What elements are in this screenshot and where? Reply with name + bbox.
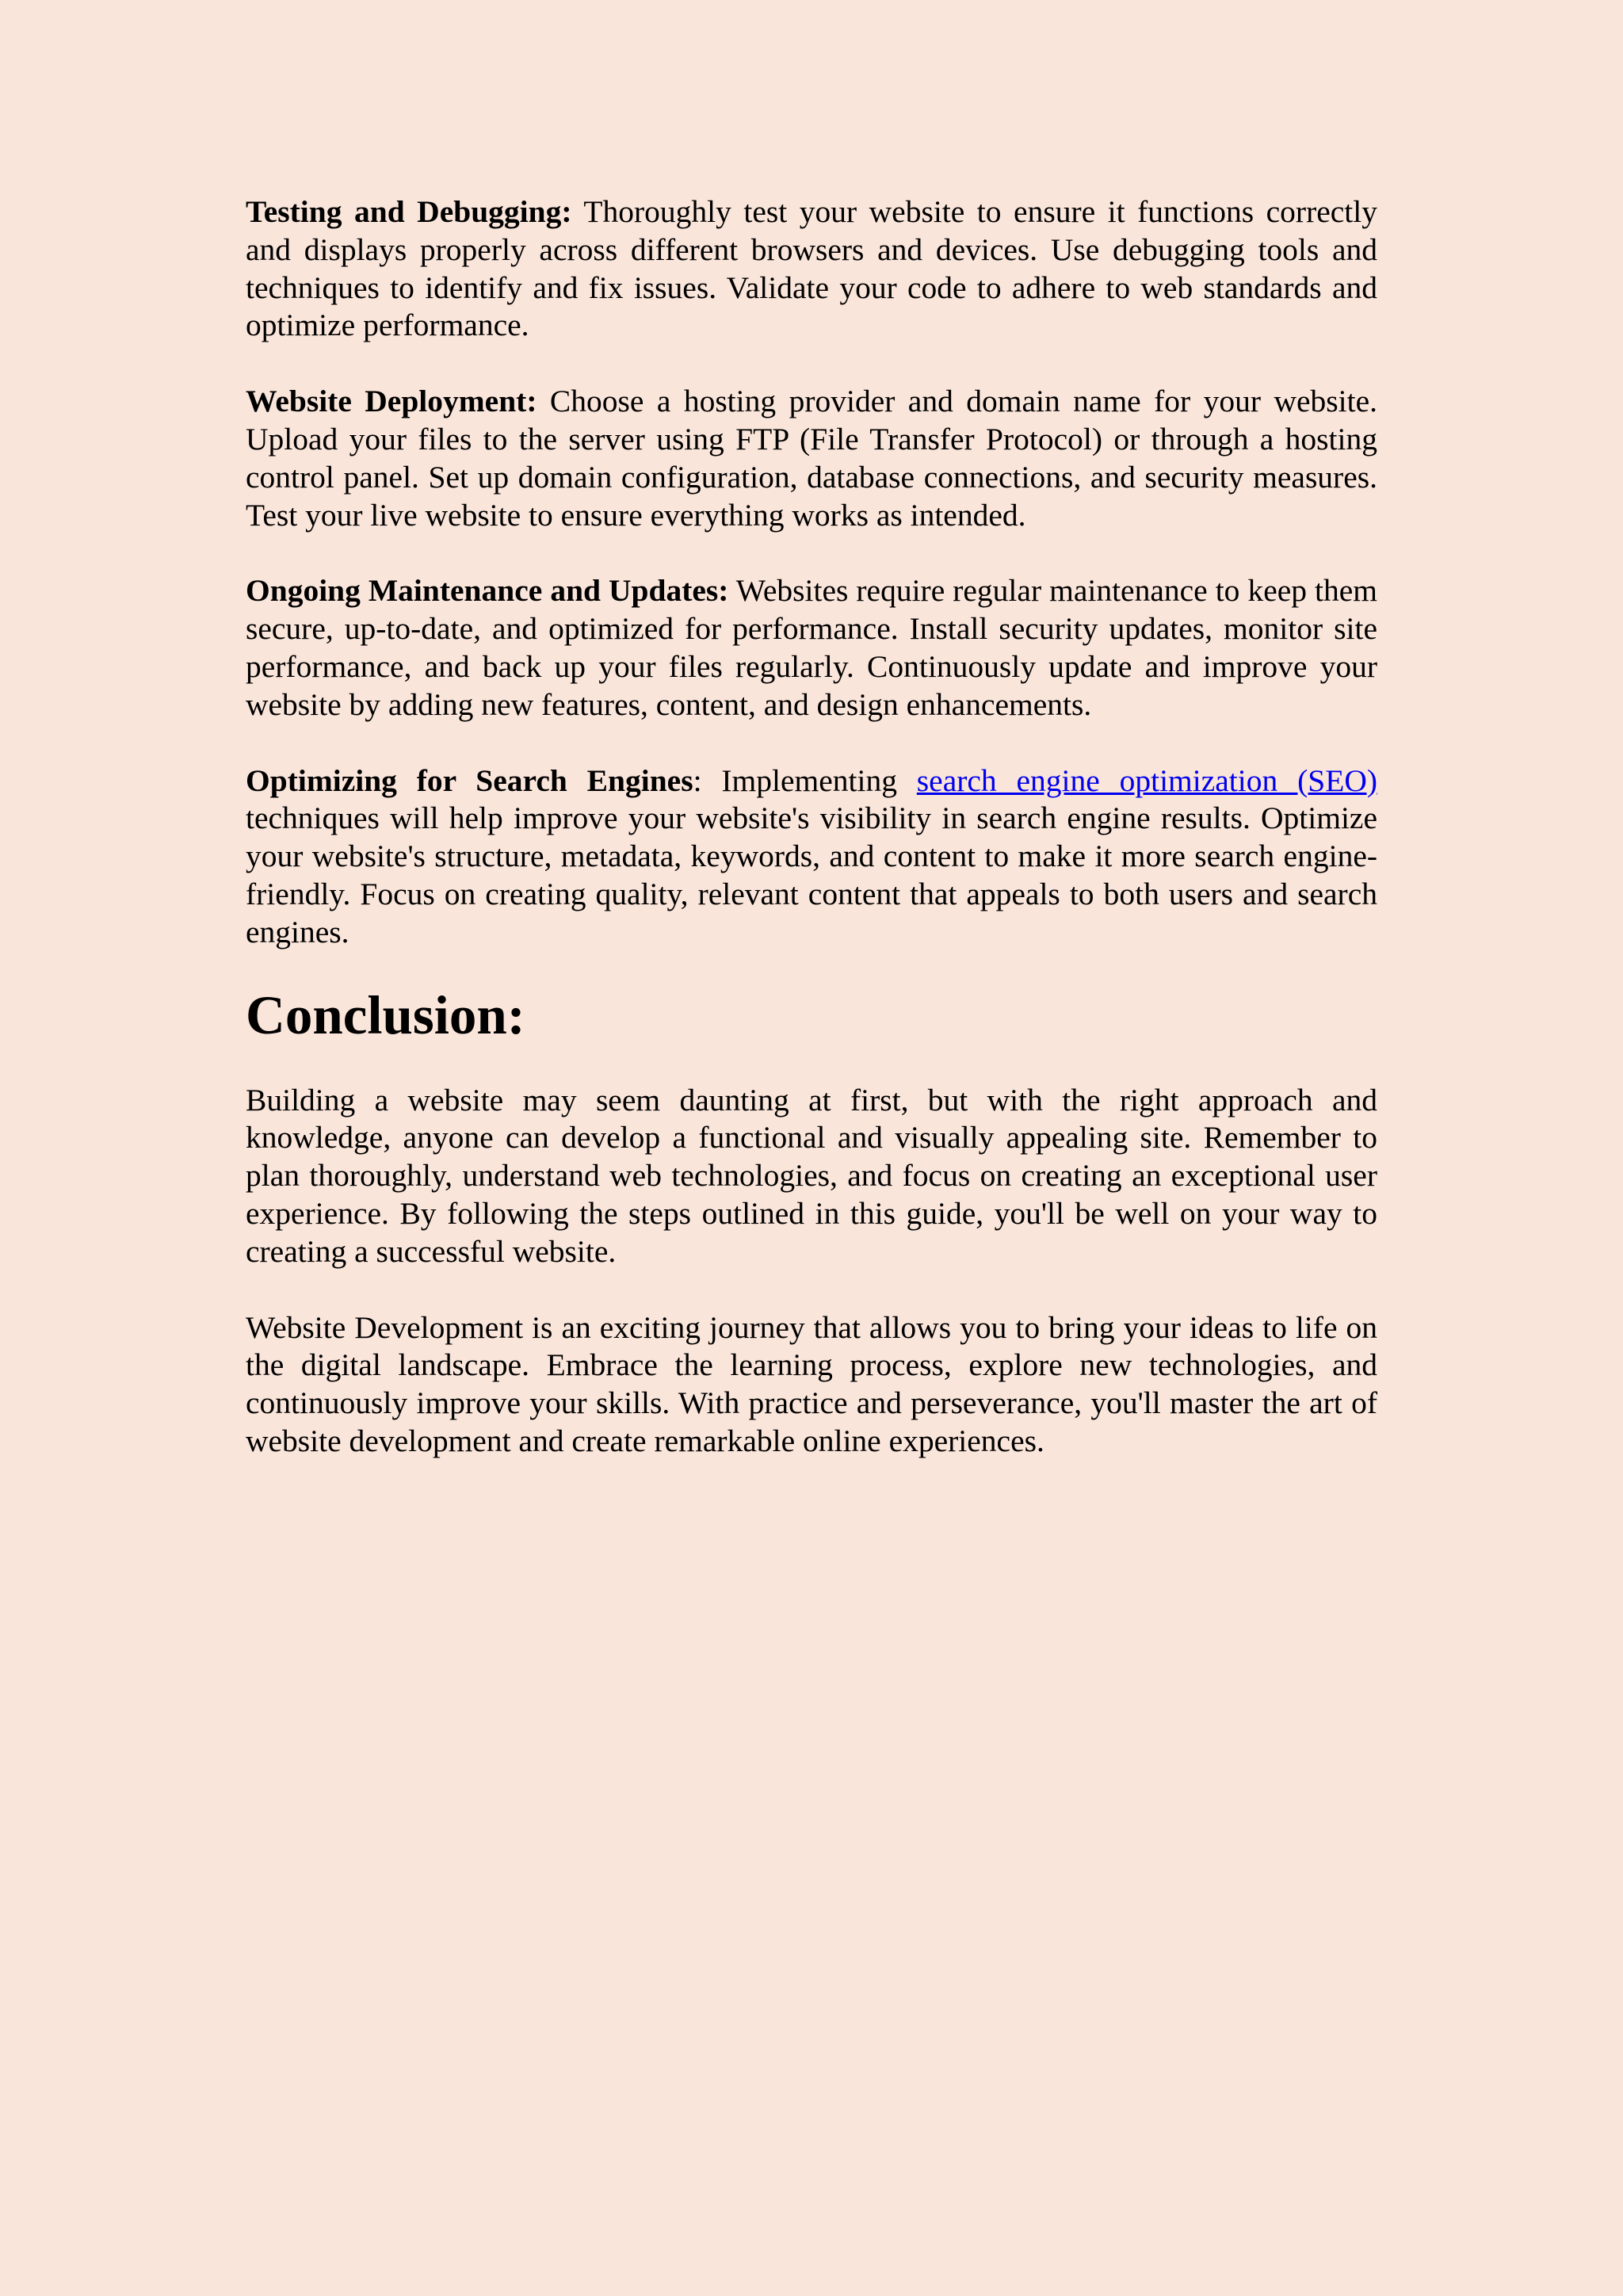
seo-term: Optimizing for Search Engines [246, 762, 693, 798]
seo-link[interactable]: search engine optimization (SEO) [916, 762, 1378, 798]
website-deployment-paragraph [246, 383, 1377, 534]
testing-debugging-paragraph [246, 193, 1377, 345]
conclusion-paragraph-2: Website Development is an exciting journey that allows you to bring your ideas to life on the digital landscape. Embrace the learning process, explore new technologies, and continuously improve your skills. With practice and perseverance, you'll master the art of website development and create remarkable online experiences. [246, 1309, 1377, 1458]
seo-text-before-link: : Implementing [693, 762, 917, 798]
seo-text-after-link: techniques will help improve your website's visibility in search engine results. Optimize your website's structure, metadata, keywords, and content to make it more search engine-friendly. Focus on creating quality, relevant content that appeals to both users and search engines. [246, 800, 1377, 949]
maintenance-text: Websites require regular maintenance to keep them secure, up-to-date, and optimized for performance. Install security updates, monitor site performance, and back up your files regularly. Continuously update and improve your website by adding new features, content, and design enhancements. [246, 573, 1377, 722]
conclusion-paragraph-1: Building a website may seem daunting at first, but with the right approach and knowledge, anyone can develop a functional and visually appealing site. Remember to plan thoroughly, understand web technologies, and focus on creating an exceptional user experience. By following the steps outlined in this guide, you'll be well on your way to creating a successful website. [246, 1082, 1377, 1269]
testing-debugging-text: Thoroughly test your website to ensure it functions correctly and displays properly across different browsers and devices. Use debugging tools and techniques to identify and fix issues. Validate your code to adhere to web standards and optimize performance. [246, 194, 1377, 343]
website-deployment-text: Choose a hosting provider and domain name for your website. Upload your files to the server using FTP (File Transfer Protocol) or through a hosting control panel. Set up domain configuration, database connections, and security measures. Test your live website to ensure everything works as intended. [246, 384, 1377, 533]
document-body [246, 193, 1377, 1499]
testing-debugging-term: Testing and Debugging: [246, 194, 572, 229]
seo-paragraph [246, 762, 1377, 952]
conclusion-heading: Conclusion: [246, 984, 525, 1045]
maintenance-term: Ongoing Maintenance and Updates: [246, 573, 729, 609]
maintenance-paragraph [246, 572, 1377, 724]
website-deployment-term: Website Deployment: [246, 384, 537, 419]
